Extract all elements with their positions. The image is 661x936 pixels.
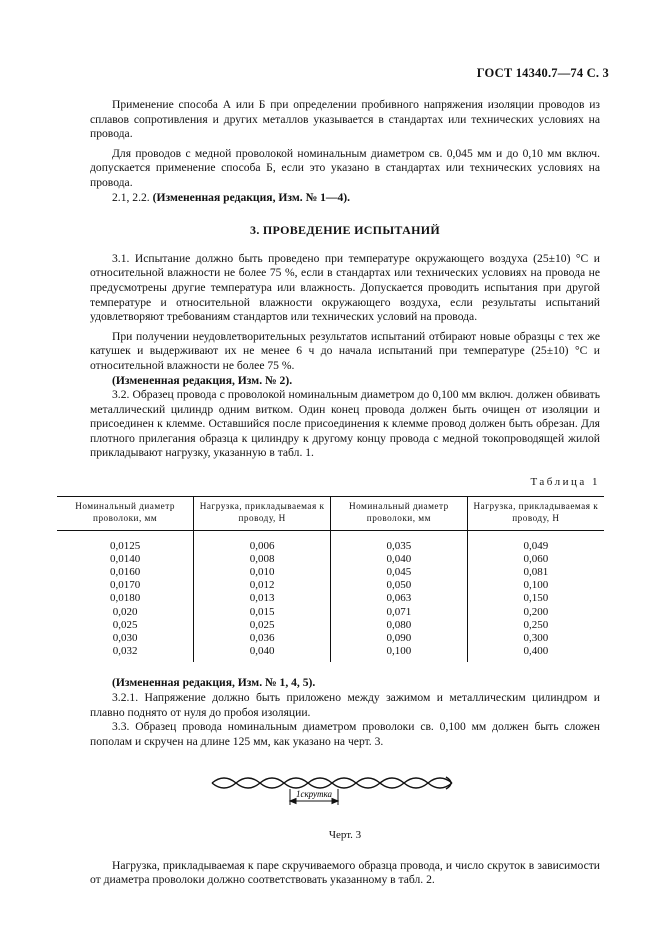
table-row xyxy=(57,566,604,579)
table-cell: 0,035 xyxy=(331,530,468,553)
intro-paragraph-1: Применение способа А или Б при определении пробивного напряжения изоляции проводов из сплавов сопротивления и других металлов указывается в стандартах или технических условиях на провода. xyxy=(90,98,600,141)
table-body xyxy=(57,530,604,662)
table-cell: 0,025 xyxy=(194,619,331,632)
load-table xyxy=(57,496,604,663)
clause-3-2: 3.2. Образец провода с проволокой номинальным диаметром до 0,100 мм включ. должен обвивать металлический цилиндр одним витком. Один конец провода должен быть очищен от изоляции и присоединен к клемме. Оставшийся после присоединения к клемме провод должен быть обрезан. Для плотного прилегания образца к цилиндру к другому концу провода с медной токопроводящей жилой прикладывают нагрузку, указанную в табл. 1. xyxy=(90,388,600,460)
table-caption: Таблица 1 xyxy=(530,476,600,489)
clause-3-1-change-note: (Измененная редакция, Изм. № 2). xyxy=(112,373,293,387)
table-cell: 0,0125 xyxy=(110,539,141,552)
table-cell: 0,013 xyxy=(194,592,331,605)
table-cell: 0,032 xyxy=(112,645,138,658)
table-change-note: (Измененная редакция, Изм. № 1, 4, 5). xyxy=(112,676,316,690)
clause-3-1-retest: При получении неудовлетворительных результатов испытаний отбирают новые образцы с тех же катушек и выдерживают их не менее 6 ч до начала испытаний при температуре (25±10) °С и относительной влажности не более 75 %. xyxy=(90,329,600,372)
change-note: (Измененная редакция, Изм. № 1—4). xyxy=(152,190,351,204)
table-row xyxy=(57,579,604,592)
table-cell: 0,063 xyxy=(331,592,468,605)
table-cell: 0,200 xyxy=(467,606,604,619)
twist-label: 1скрутка xyxy=(295,789,333,800)
table-cell: 0,040 xyxy=(194,645,331,662)
table-cell: 0,071 xyxy=(331,606,468,619)
table-row xyxy=(57,645,604,662)
table-row xyxy=(57,553,604,566)
table-row xyxy=(57,606,604,619)
table-cell: 0,250 xyxy=(467,619,604,632)
table-cell: 0,015 xyxy=(194,606,331,619)
table-cell: 0,049 xyxy=(467,530,604,553)
intro-paragraph-3 xyxy=(90,191,600,206)
table-row xyxy=(57,632,604,645)
table-cell: 0,090 xyxy=(331,632,468,645)
table-header-load-2: Нагрузка, прикладываемая к проводу, Н xyxy=(467,496,604,530)
table-cell: 0,012 xyxy=(194,579,331,592)
table-cell: 0,045 xyxy=(331,566,468,579)
table-cell: 0,008 xyxy=(194,553,331,566)
table-header-diameter-2: Номинальный диаметр проволоки, мм xyxy=(331,496,468,530)
table-cell: 0,040 xyxy=(331,553,468,566)
table-cell: 0,0160 xyxy=(110,566,141,579)
table-cell: 0,300 xyxy=(467,632,604,645)
table-cell: 0,400 xyxy=(467,645,604,662)
clause-3-2-1: 3.2.1. Напряжение должно быть приложено между зажимом и металлическим цилиндром и плавно поднято от нуля до пробоя изоляции. xyxy=(90,691,600,719)
table-cell: 0,150 xyxy=(467,592,604,605)
table-row xyxy=(57,530,604,553)
table-cell: 0,025 xyxy=(112,618,138,631)
table-cell: 0,0140 xyxy=(110,552,141,565)
table-cell: 0,0170 xyxy=(110,579,141,592)
twisted-wire-drawing xyxy=(90,759,600,817)
intro-paragraph-2: Для проводов с медной проволокой номинальным диаметром св. 0,045 мм и до 0,10 мм включ. допускается применение способа Б, если это указано в стандартах или технических условиях на провода. xyxy=(90,146,600,189)
clause-number: 2.1, 2.2. xyxy=(112,190,153,204)
closing-paragraph: Нагрузка, прикладываемая к паре скручиваемого образца провода, и число скруток в зависимости от диаметра проволоки должно соответствовать указанному в табл. 2. xyxy=(90,858,600,887)
table-cell: 0,081 xyxy=(467,566,604,579)
table-cell: 0,100 xyxy=(467,579,604,592)
table-header-diameter-1: Номинальный диаметр проволоки, мм xyxy=(57,496,194,530)
table-cell: 0,050 xyxy=(331,579,468,592)
table-cell: 0,080 xyxy=(331,619,468,632)
twisted-wire xyxy=(212,777,452,789)
table-header-load-1: Нагрузка, прикладываемая к проводу, Н xyxy=(194,496,331,530)
table-cell: 0,030 xyxy=(112,632,138,645)
clause-3-1: 3.1. Испытание должно быть проведено при температуре окружающего воздуха (25±10) °С и относительной влажности не более 75 %, если в стандартах или технических условиях на провода не предусмотрены другие температура или влажность. Допускается проводить испытания при другой температуре и относительной влажности окружающего воздуха, если результаты испытаний удовлетворяют требованиям стандартов или технических условий на провода. xyxy=(90,251,600,324)
table-cell: 0,006 xyxy=(194,530,331,553)
figure-caption: Черт. 3 xyxy=(328,829,362,842)
clause-3-3: 3.3. Образец провода номинальным диаметром проволоки св. 0,100 мм должен быть сложен пополам и скручен на длине 125 мм, как указано на черт. 3. xyxy=(90,720,600,748)
table-cell: 0,020 xyxy=(112,605,138,618)
table-cell: 0,036 xyxy=(194,632,331,645)
table-cell: 0,010 xyxy=(194,566,331,579)
table-cell: 0,060 xyxy=(467,553,604,566)
table-row xyxy=(57,619,604,632)
table-row xyxy=(57,592,604,605)
page-header: ГОСТ 14340.7—74 С. 3 xyxy=(476,66,609,80)
table-cell: 0,0180 xyxy=(110,592,141,605)
document-body xyxy=(75,98,600,888)
table-cell: 0,100 xyxy=(331,645,468,662)
section-title: 3. ПРОВЕДЕНИЕ ИСПЫТАНИЙ xyxy=(250,223,440,238)
